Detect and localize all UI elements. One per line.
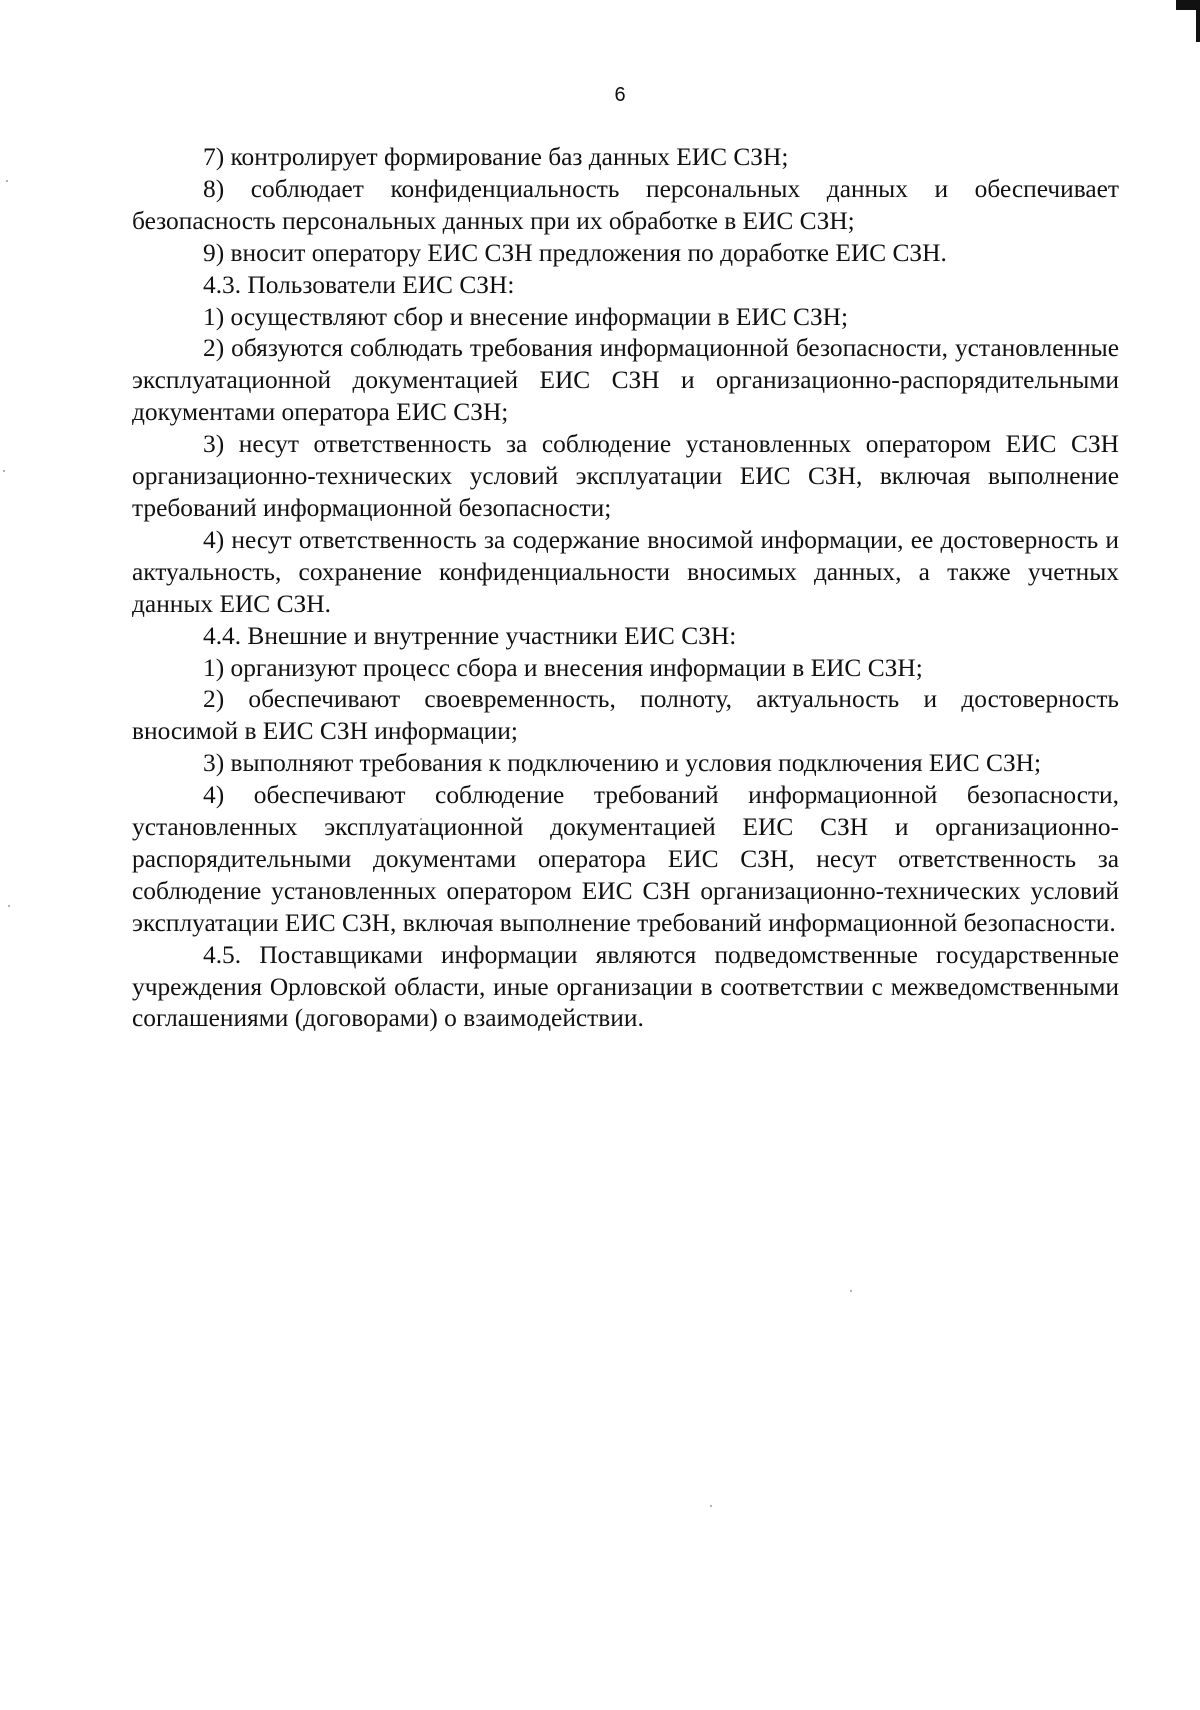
paragraph: 8) соблюдает конфиденциальность персональных данных и обеспечивает безопасность персональных данных при их обработке в ЕИС СЗН; <box>132 174 1119 235</box>
paragraph: 4) обеспечивают соблюдение требований информационной безопасности, установленных эксплуатационной документацией ЕИС СЗН и организационно-распорядительными документами оператора ЕИС СЗН, несут ответственность за соблюдение установленных оператором ЕИС СЗН организационно-технических условий эксплуатации ЕИС СЗН, включая выполнение требований информационной безопасности. <box>132 781 1119 937</box>
section-heading: 4.4. Внешние и внутренние участники ЕИС СЗН: <box>203 621 737 650</box>
paragraph: 9) вносит оператору ЕИС СЗН предложения по доработке ЕИС СЗН. <box>203 238 947 267</box>
paragraph: 4) несут ответственность за содержание вносимой информации, ее достоверность и актуальность, сохранение конфиденциальности вносимых данных, а также учетных данных ЕИС СЗН. <box>132 525 1119 618</box>
paragraph: 1) осуществляют сбор и внесение информации в ЕИС СЗН; <box>203 302 849 331</box>
scan-speck <box>3 470 5 472</box>
paragraph: 3) выполняют требования к подключению и условия подключения ЕИС СЗН; <box>203 749 1042 778</box>
paragraph: 4.5. Поставщиками информации являются подведомственные государственные учреждения Орловской области, иные организации в соответствии с межведомственными соглашениями (договорами) о взаимодействии. <box>132 940 1119 1033</box>
scan-speck <box>6 180 8 182</box>
paragraph: 2) обеспечивают своевременность, полноту, актуальность и достоверность вносимой в ЕИС СЗН информации; <box>132 685 1119 746</box>
scan-speck <box>8 905 10 907</box>
paragraph: 2) обязуются соблюдать требования информационной безопасности, установленные эксплуатационной документацией ЕИС СЗН и организационно-распорядительными документами оператора ЕИС СЗН; <box>132 334 1119 427</box>
scan-edge-mark <box>1196 0 1200 42</box>
scan-speck <box>850 1290 852 1292</box>
paragraph: 1) организуют процесс сбора и внесения информации в ЕИС СЗН; <box>203 653 923 682</box>
paragraph: 7) контролирует формирование баз данных ЕИС СЗН; <box>203 143 789 171</box>
section-heading: 4.3. Пользователи ЕИС СЗН: <box>203 270 515 299</box>
paragraph: 3) несут ответственность за соблюдение установленных оператором ЕИС СЗН организационно-технических условий эксплуатации ЕИС СЗН, включая выполнение требований информационной безопасности; <box>132 430 1119 522</box>
scan-speck <box>710 1505 712 1507</box>
page-number: 6 <box>614 84 626 106</box>
document-body <box>132 142 1119 1035</box>
